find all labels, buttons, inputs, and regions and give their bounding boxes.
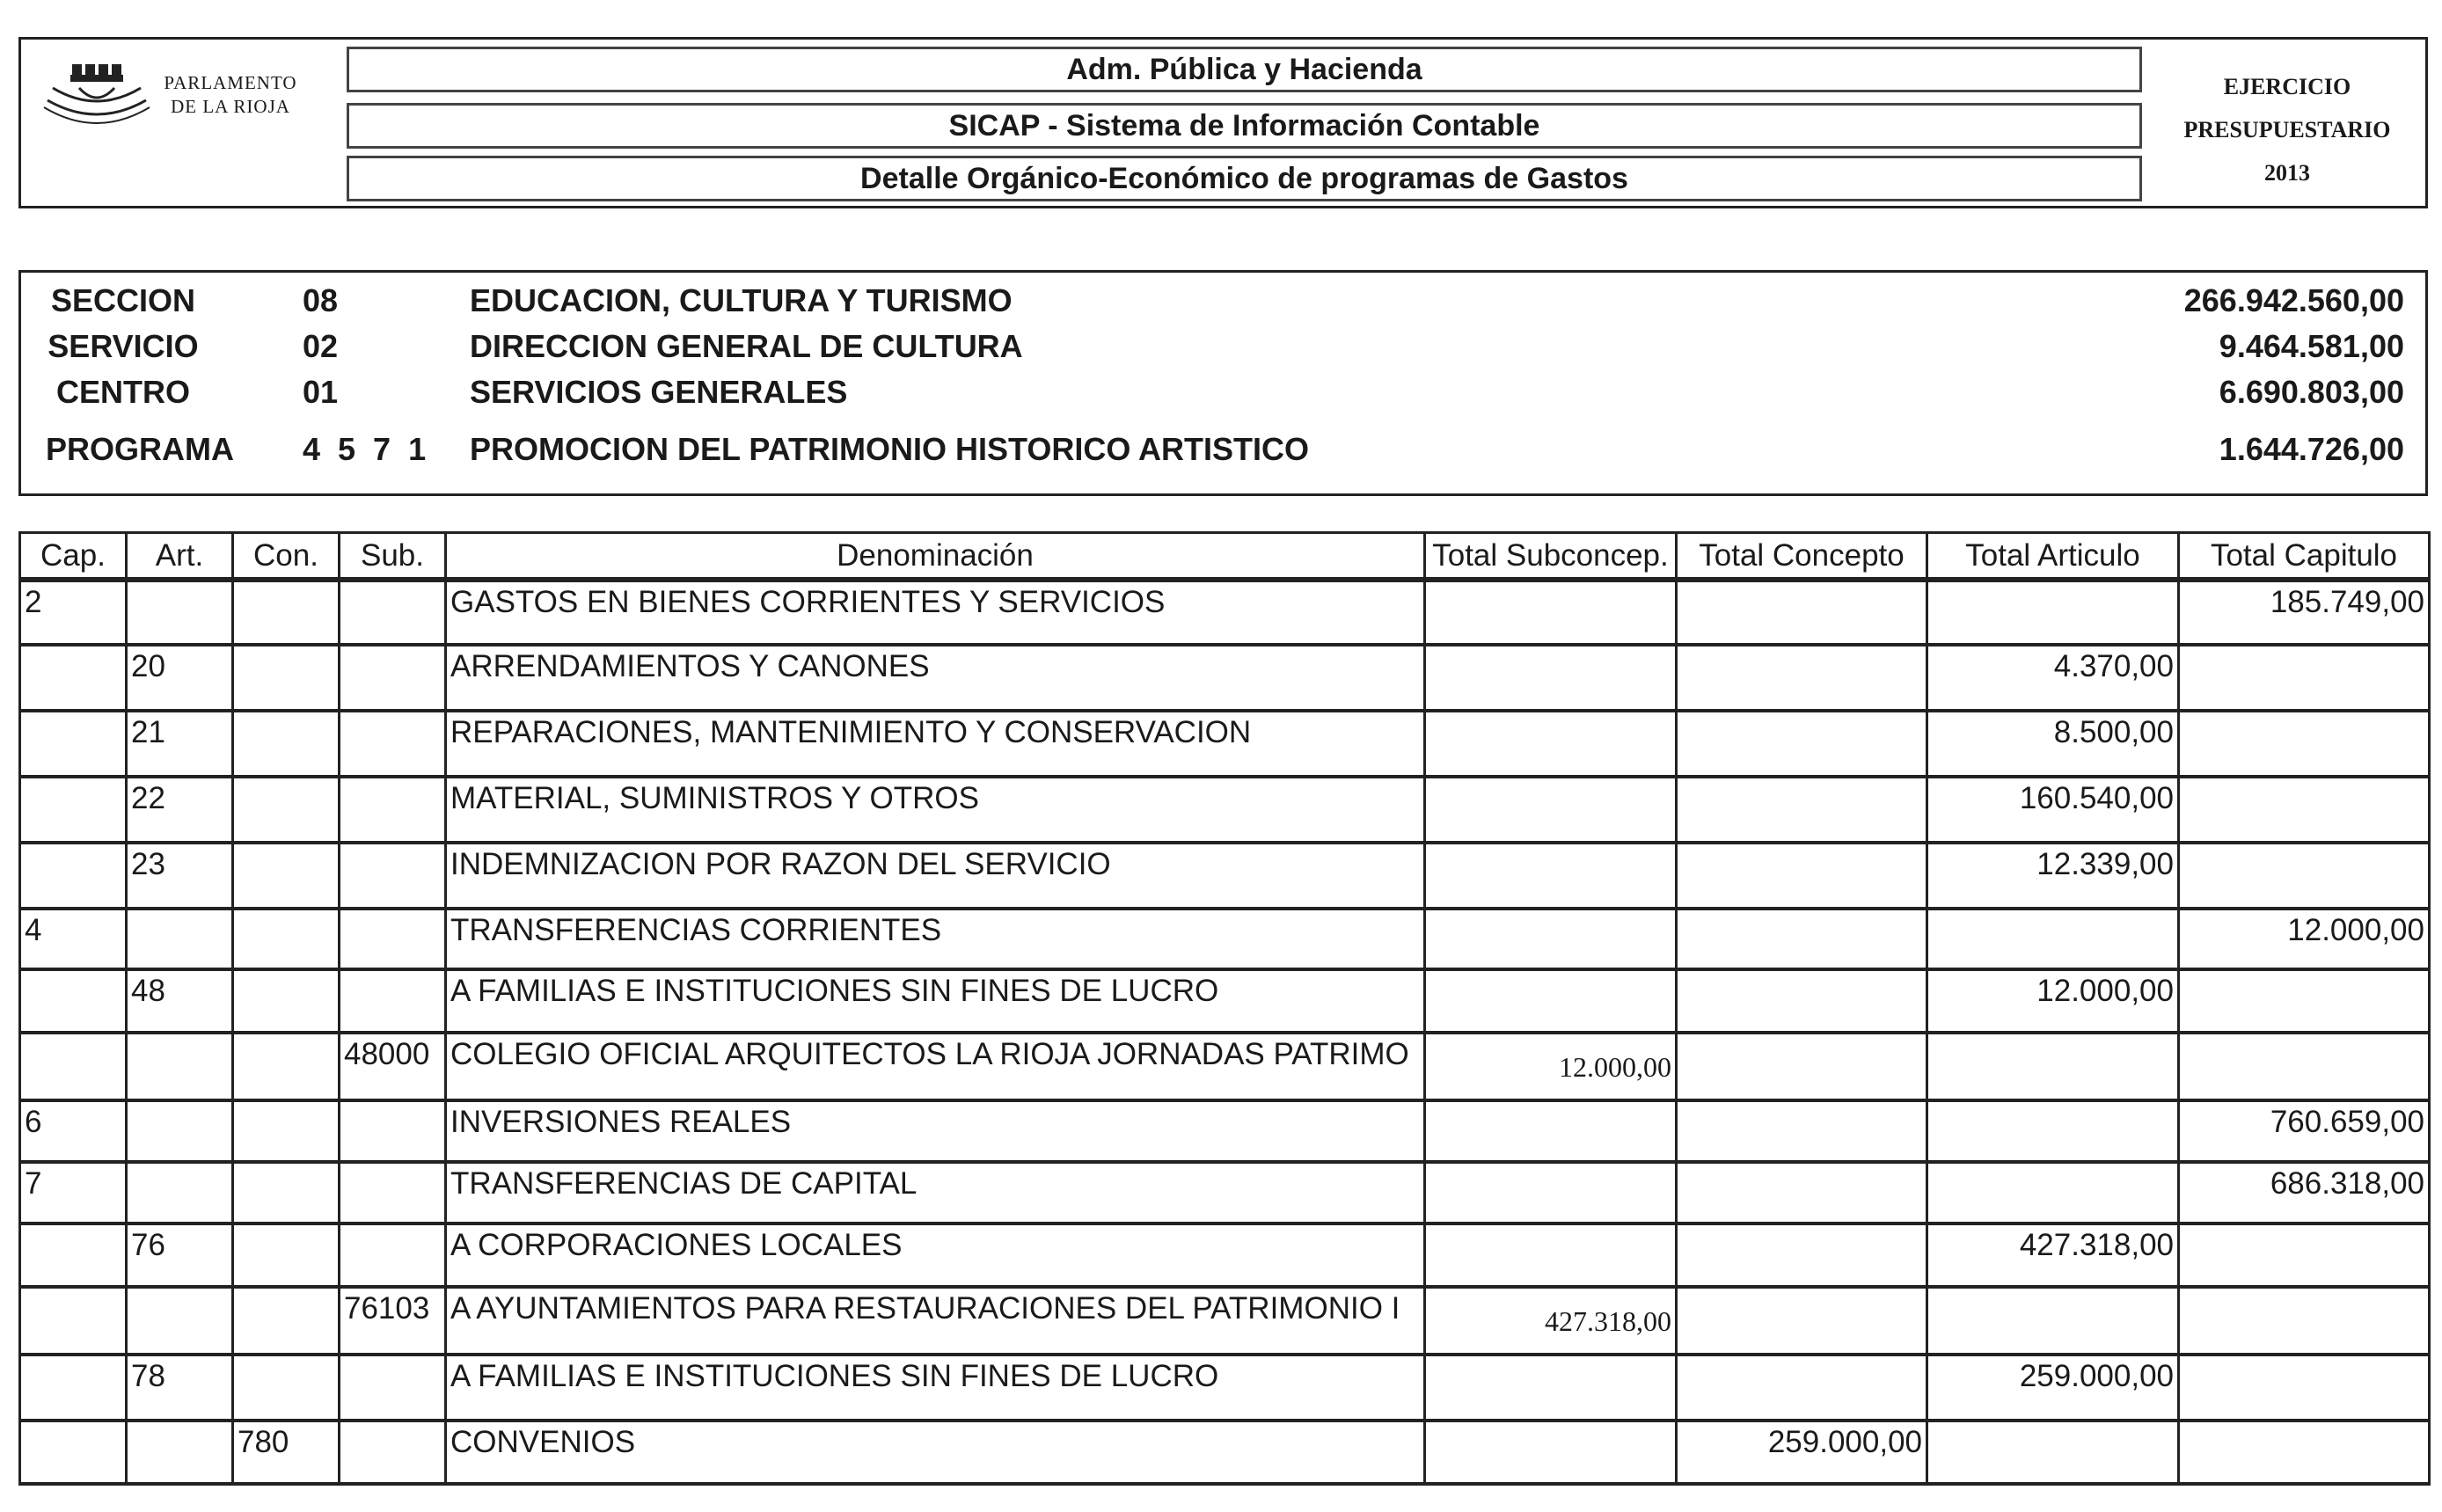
cell-denominacion: A CORPORACIONES LOCALES xyxy=(446,1223,1425,1287)
cell-total-concepto xyxy=(1677,777,1927,843)
cell-total-subconcepto xyxy=(1425,1421,1677,1484)
cell-denominacion: MATERIAL, SUMINISTROS Y OTROS xyxy=(446,777,1425,843)
cell-total-capitulo xyxy=(2179,1223,2430,1287)
cell-total-subconcepto: 427.318,00 xyxy=(1425,1287,1677,1355)
cell-total-articulo: 427.318,00 xyxy=(1927,1223,2179,1287)
cell-cap xyxy=(20,1287,127,1355)
cell-sub xyxy=(340,1421,446,1484)
cell-total-capitulo: 185.749,00 xyxy=(2179,580,2430,645)
cell-sub xyxy=(340,969,446,1033)
cell-con xyxy=(233,1355,340,1421)
cell-total-capitulo xyxy=(2179,1421,2430,1484)
programa-amount: 1.644.726,00 xyxy=(2219,431,2404,467)
fiscal-year-block xyxy=(2146,65,2428,194)
centro-amount: 6.690.803,00 xyxy=(2219,374,2404,410)
col-header-sub: Sub. xyxy=(340,533,446,581)
cell-con xyxy=(233,645,340,711)
table-row xyxy=(20,711,2430,777)
cell-total-capitulo xyxy=(2179,969,2430,1033)
cell-art: 20 xyxy=(127,645,233,711)
cell-con xyxy=(233,909,340,969)
table-row xyxy=(20,1100,2430,1162)
seccion-name: EDUCACION, CULTURA Y TURISMO xyxy=(470,282,1013,318)
table-row xyxy=(20,1033,2430,1100)
table-header-row xyxy=(20,533,2430,581)
ejercicio-label: EJERCICIO xyxy=(2223,74,2351,99)
col-header-total-capitulo: Total Capitulo xyxy=(2179,533,2430,581)
cell-art xyxy=(127,1287,233,1355)
cell-cap xyxy=(20,711,127,777)
seccion-amount: 266.942.560,00 xyxy=(2183,282,2404,318)
cell-denominacion: INDEMNIZACION POR RAZON DEL SERVICIO xyxy=(446,843,1425,909)
logo-line-2: DE LA RIOJA xyxy=(171,96,290,117)
cell-total-articulo xyxy=(1927,1162,2179,1223)
cell-total-subconcepto xyxy=(1425,969,1677,1033)
cell-con xyxy=(233,1287,340,1355)
cell-sub xyxy=(340,1355,446,1421)
cell-total-articulo xyxy=(1927,1287,2179,1355)
cell-total-capitulo xyxy=(2179,843,2430,909)
cell-denominacion: A FAMILIAS E INSTITUCIONES SIN FINES DE LUCRO xyxy=(446,1355,1425,1421)
cell-art xyxy=(127,909,233,969)
cell-total-subconcepto xyxy=(1425,843,1677,909)
cell-total-subconcepto xyxy=(1425,711,1677,777)
cell-total-concepto xyxy=(1677,711,1927,777)
cell-sub xyxy=(340,580,446,645)
cell-total-subconcepto xyxy=(1425,1162,1677,1223)
col-header-art: Art. xyxy=(127,533,233,581)
cell-denominacion: COLEGIO OFICIAL ARQUITECTOS LA RIOJA JORNADAS PATRIMO xyxy=(446,1033,1425,1100)
cell-denominacion: TRANSFERENCIAS DE CAPITAL xyxy=(446,1162,1425,1223)
cell-art xyxy=(127,1100,233,1162)
cell-total-subconcepto xyxy=(1425,777,1677,843)
cell-sub xyxy=(340,909,446,969)
table-row xyxy=(20,843,2430,909)
logo-line-1: PARLAMENTO xyxy=(164,72,297,93)
table-row xyxy=(20,645,2430,711)
cell-total-articulo: 12.000,00 xyxy=(1927,969,2179,1033)
col-header-total-subconcepto: Total Subconcep. xyxy=(1425,533,1677,581)
table-row xyxy=(20,1355,2430,1421)
cell-denominacion: REPARACIONES, MANTENIMIENTO Y CONSERVACION xyxy=(446,711,1425,777)
cell-cap: 7 xyxy=(20,1162,127,1223)
cell-sub xyxy=(340,843,446,909)
cell-total-subconcepto xyxy=(1425,1223,1677,1287)
cell-sub: 48000 xyxy=(340,1033,446,1100)
centro-label: CENTRO xyxy=(56,374,190,410)
cell-total-articulo: 4.370,00 xyxy=(1927,645,2179,711)
cell-art: 23 xyxy=(127,843,233,909)
seccion-row xyxy=(21,281,2431,320)
cell-con xyxy=(233,1033,340,1100)
cell-con xyxy=(233,1100,340,1162)
programa-label: PROGRAMA xyxy=(46,431,234,467)
table-row xyxy=(20,1223,2430,1287)
col-header-total-articulo: Total Articulo xyxy=(1927,533,2179,581)
cell-sub xyxy=(340,711,446,777)
col-header-con: Con. xyxy=(233,533,340,581)
cell-total-subconcepto xyxy=(1425,645,1677,711)
cell-denominacion: CONVENIOS xyxy=(446,1421,1425,1484)
cell-total-articulo: 8.500,00 xyxy=(1927,711,2179,777)
logo-text xyxy=(143,71,318,119)
table-row xyxy=(20,1162,2430,1223)
cell-total-concepto xyxy=(1677,1100,1927,1162)
cell-art xyxy=(127,1162,233,1223)
cell-total-capitulo xyxy=(2179,1355,2430,1421)
servicio-code: 02 xyxy=(303,328,339,364)
centro-code: 01 xyxy=(303,374,339,410)
cell-total-subconcepto xyxy=(1425,1355,1677,1421)
presupuestario-label: PRESUPUESTARIO xyxy=(2183,117,2391,142)
cell-con xyxy=(233,1223,340,1287)
cell-sub xyxy=(340,777,446,843)
cell-total-capitulo xyxy=(2179,1033,2430,1100)
servicio-label: SERVICIO xyxy=(48,328,199,364)
cell-cap xyxy=(20,645,127,711)
cell-denominacion: A FAMILIAS E INSTITUCIONES SIN FINES DE LUCRO xyxy=(446,969,1425,1033)
col-header-total-concepto: Total Concepto xyxy=(1677,533,1927,581)
budget-detail-table xyxy=(18,531,2431,1486)
cell-sub: 76103 xyxy=(340,1287,446,1355)
program-summary xyxy=(18,270,2428,496)
cell-total-subconcepto xyxy=(1425,1100,1677,1162)
cell-cap xyxy=(20,1033,127,1100)
cell-con xyxy=(233,711,340,777)
cell-con xyxy=(233,777,340,843)
cell-con: 780 xyxy=(233,1421,340,1484)
servicio-amount: 9.464.581,00 xyxy=(2219,328,2404,364)
cell-cap xyxy=(20,969,127,1033)
cell-cap xyxy=(20,1355,127,1421)
cell-art: 21 xyxy=(127,711,233,777)
cell-art xyxy=(127,1033,233,1100)
table-row xyxy=(20,1421,2430,1484)
programa-row xyxy=(21,430,2431,469)
cell-total-articulo: 12.339,00 xyxy=(1927,843,2179,909)
cell-total-articulo xyxy=(1927,909,2179,969)
table-row xyxy=(20,909,2430,969)
centro-name: SERVICIOS GENERALES xyxy=(470,374,848,410)
servicio-row xyxy=(21,327,2431,366)
cell-cap xyxy=(20,777,127,843)
cell-total-concepto xyxy=(1677,1355,1927,1421)
cell-total-concepto xyxy=(1677,843,1927,909)
cell-total-subconcepto xyxy=(1425,580,1677,645)
cell-total-articulo: 160.540,00 xyxy=(1927,777,2179,843)
cell-total-capitulo: 760.659,00 xyxy=(2179,1100,2430,1162)
cell-art: 76 xyxy=(127,1223,233,1287)
cell-art xyxy=(127,1421,233,1484)
cell-denominacion: GASTOS EN BIENES CORRIENTES Y SERVICIOS xyxy=(446,580,1425,645)
cell-sub xyxy=(340,645,446,711)
cell-cap xyxy=(20,843,127,909)
cell-total-capitulo xyxy=(2179,711,2430,777)
cell-art: 78 xyxy=(127,1355,233,1421)
cell-total-articulo: 259.000,00 xyxy=(1927,1355,2179,1421)
cell-total-concepto xyxy=(1677,1162,1927,1223)
cell-art: 48 xyxy=(127,969,233,1033)
cell-cap: 6 xyxy=(20,1100,127,1162)
cell-total-concepto xyxy=(1677,580,1927,645)
cell-cap xyxy=(20,1223,127,1287)
cell-total-concepto xyxy=(1677,645,1927,711)
cell-con xyxy=(233,843,340,909)
table-row xyxy=(20,969,2430,1033)
cell-total-capitulo: 686.318,00 xyxy=(2179,1162,2430,1223)
cell-cap: 4 xyxy=(20,909,127,969)
cell-total-articulo xyxy=(1927,1100,2179,1162)
cell-total-concepto xyxy=(1677,1033,1927,1100)
centro-row xyxy=(21,373,2431,412)
cell-art: 22 xyxy=(127,777,233,843)
title-system: SICAP - Sistema de Información Contable xyxy=(347,103,2142,149)
cell-total-concepto xyxy=(1677,969,1927,1033)
cell-total-articulo xyxy=(1927,1033,2179,1100)
seccion-label: SECCION xyxy=(50,282,196,318)
cell-cap: 2 xyxy=(20,580,127,645)
cell-total-capitulo xyxy=(2179,645,2430,711)
cell-con xyxy=(233,580,340,645)
cell-art xyxy=(127,580,233,645)
title-report: Detalle Orgánico-Económico de programas de Gastos xyxy=(347,156,2142,201)
col-header-cap: Cap. xyxy=(20,533,127,581)
cell-sub xyxy=(340,1162,446,1223)
programa-name: PROMOCION DEL PATRIMONIO HISTORICO ARTISTICO xyxy=(470,431,1310,467)
cell-total-articulo xyxy=(1927,580,2179,645)
cell-con xyxy=(233,1162,340,1223)
col-header-denominacion: Denominación xyxy=(446,533,1425,581)
seccion-code: 08 xyxy=(303,282,339,318)
cell-total-concepto xyxy=(1677,1287,1927,1355)
cell-total-capitulo xyxy=(2179,777,2430,843)
table-row xyxy=(20,777,2430,843)
servicio-name: DIRECCION GENERAL DE CULTURA xyxy=(470,328,1023,364)
cell-total-subconcepto: 12.000,00 xyxy=(1425,1033,1677,1100)
cell-sub xyxy=(340,1223,446,1287)
title-department: Adm. Pública y Hacienda xyxy=(347,47,2142,92)
table-row xyxy=(20,1287,2430,1355)
cell-total-capitulo: 12.000,00 xyxy=(2179,909,2430,969)
cell-total-concepto xyxy=(1677,1223,1927,1287)
cell-denominacion: A AYUNTAMIENTOS PARA RESTAURACIONES DEL PATRIMONIO I xyxy=(446,1287,1425,1355)
cell-denominacion: INVERSIONES REALES xyxy=(446,1100,1425,1162)
cell-total-concepto xyxy=(1677,909,1927,969)
cell-cap xyxy=(20,1421,127,1484)
cell-sub xyxy=(340,1100,446,1162)
programa-code: 4 5 7 1 xyxy=(303,431,427,467)
cell-denominacion: ARRENDAMIENTOS Y CANONES xyxy=(446,645,1425,711)
cell-total-subconcepto xyxy=(1425,909,1677,969)
table-row xyxy=(20,580,2430,645)
cell-total-articulo xyxy=(1927,1421,2179,1484)
cell-denominacion: TRANSFERENCIAS CORRIENTES xyxy=(446,909,1425,969)
fiscal-year: 2013 xyxy=(2264,160,2310,186)
cell-total-concepto: 259.000,00 xyxy=(1677,1421,1927,1484)
cell-total-capitulo xyxy=(2179,1287,2430,1355)
cell-con xyxy=(233,969,340,1033)
